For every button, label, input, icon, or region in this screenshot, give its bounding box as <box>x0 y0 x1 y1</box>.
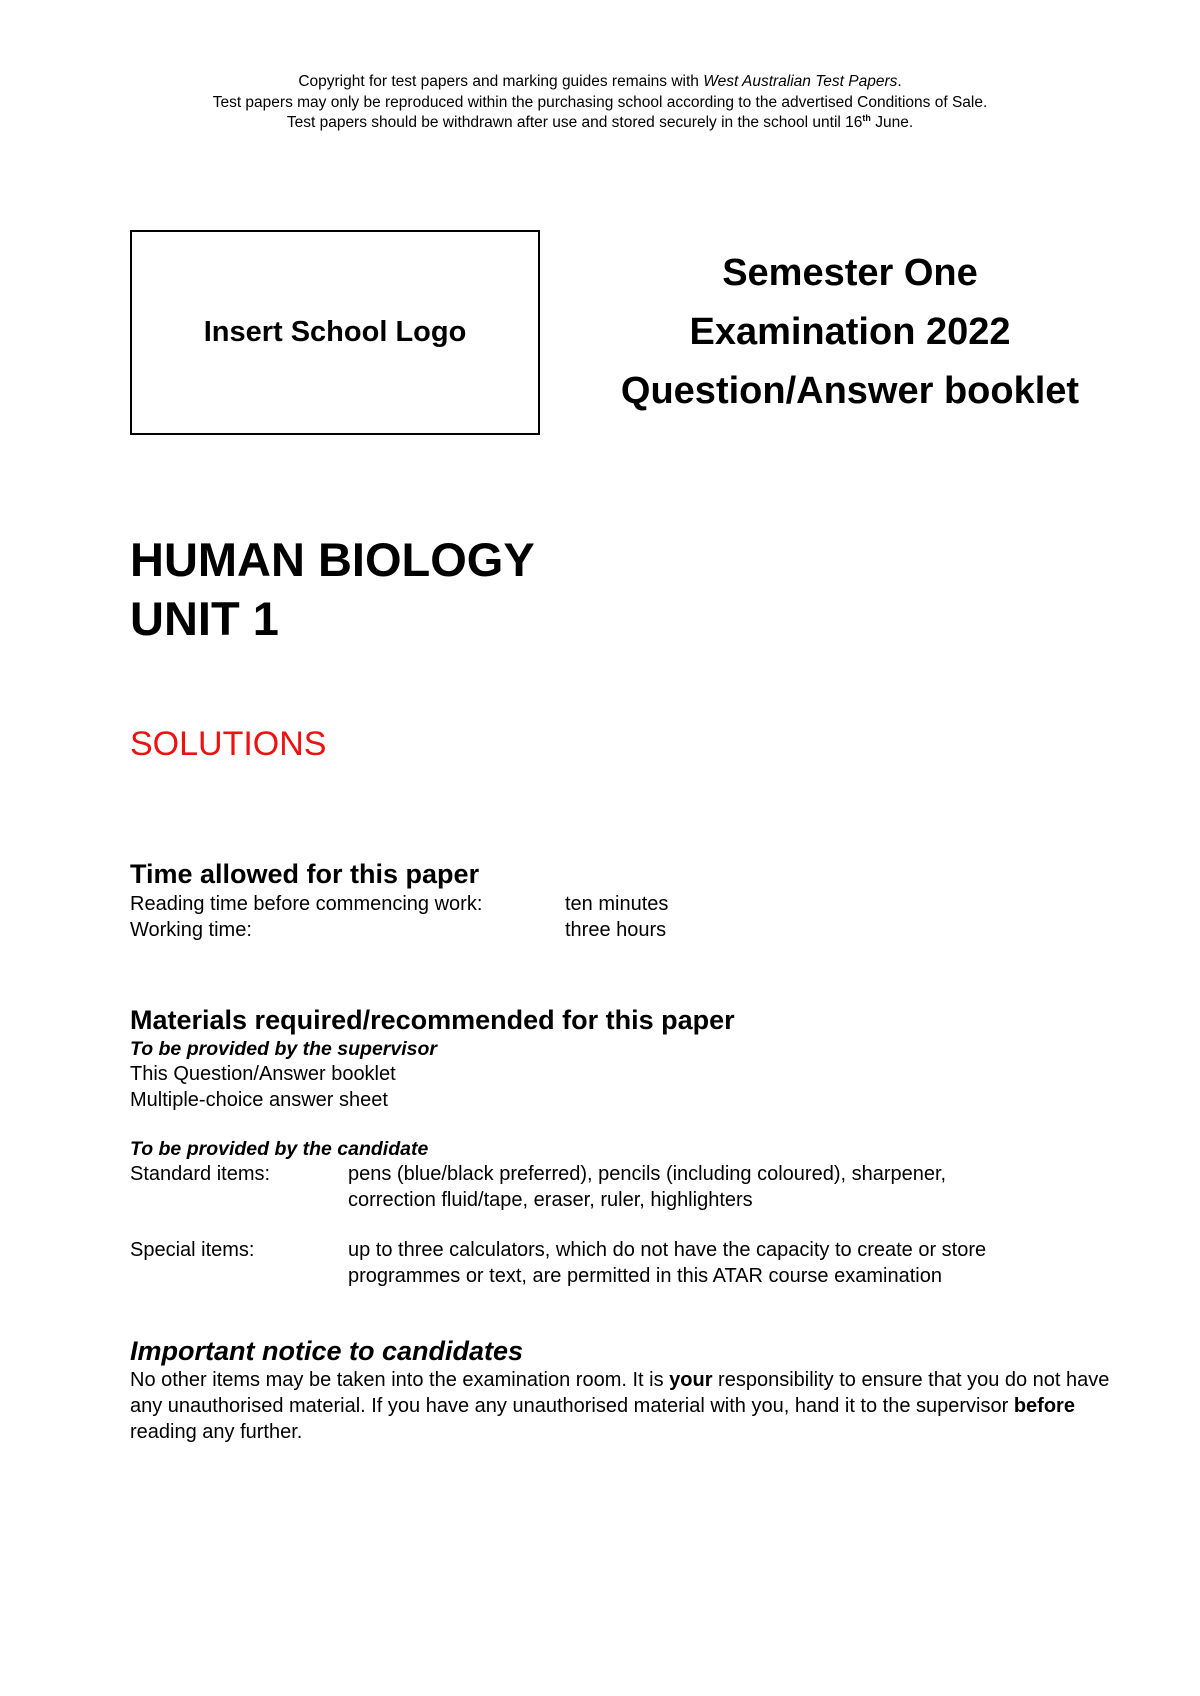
supervisor-heading: To be provided by the supervisor <box>130 1038 438 1060</box>
subject-unit: UNIT 1 <box>130 592 279 645</box>
copyright-line-2: Test papers may only be reproduced within the purchasing school according to the advertised Conditions of Sale. <box>212 93 988 111</box>
logo-placeholder-label: Insert School Logo <box>203 316 467 348</box>
solutions-label: SOLUTIONS <box>130 725 327 763</box>
subject-title <box>130 530 535 648</box>
exam-title <box>560 244 1140 421</box>
exam-title-line-1: Semester One <box>722 252 978 294</box>
materials-section <box>130 1003 1130 1289</box>
supervisor-item: Multiple-choice answer sheet <box>130 1089 388 1111</box>
materials-heading: Materials required/recommended for this paper <box>130 1005 735 1035</box>
subject-name: HUMAN BIOLOGY <box>130 533 535 586</box>
exam-title-line-2: Examination 2022 <box>689 311 1011 353</box>
notice-body: No other items may be taken into the examination room. It is your responsibility to ensure that you do not have any unauthorised material. If you have any unauthorised material with you, hand it to the supervisor before reading any further. <box>130 1369 1110 1443</box>
copyright-notice <box>0 72 1200 134</box>
school-logo-placeholder <box>130 230 540 435</box>
exam-title-line-3: Question/Answer booklet <box>620 370 1080 412</box>
special-items-row: Special items: up to three calculators, which do not have the capacity to create or store programmes or text, are permitted in this ATAR course examination <box>130 1239 987 1287</box>
candidate-heading: To be provided by the candidate <box>130 1138 429 1160</box>
supervisor-item: This Question/Answer booklet <box>130 1063 396 1085</box>
copyright-line-3: Test papers should be withdrawn after use and stored securely in the school until 16th June. <box>286 113 914 131</box>
time-allowed-heading: Time allowed for this paper <box>130 859 480 889</box>
time-row: Reading time before commencing work: ten minutes <box>130 893 669 915</box>
publisher-name: West Australian Test Papers <box>703 73 898 90</box>
copyright-line-1: Copyright for test papers and marking guides remains with West Australian Test Papers. <box>298 73 902 90</box>
standard-items-row: Standard items: pens (blue/black preferred), pencils (including coloured), sharpener, correction fluid/tape, eraser, ruler, highlighters <box>130 1163 947 1211</box>
time-allowed-section <box>130 857 1130 943</box>
time-row: Working time: three hours <box>130 919 667 941</box>
notice-heading: Important notice to candidates <box>130 1336 524 1366</box>
important-notice-section <box>130 1335 1130 1445</box>
